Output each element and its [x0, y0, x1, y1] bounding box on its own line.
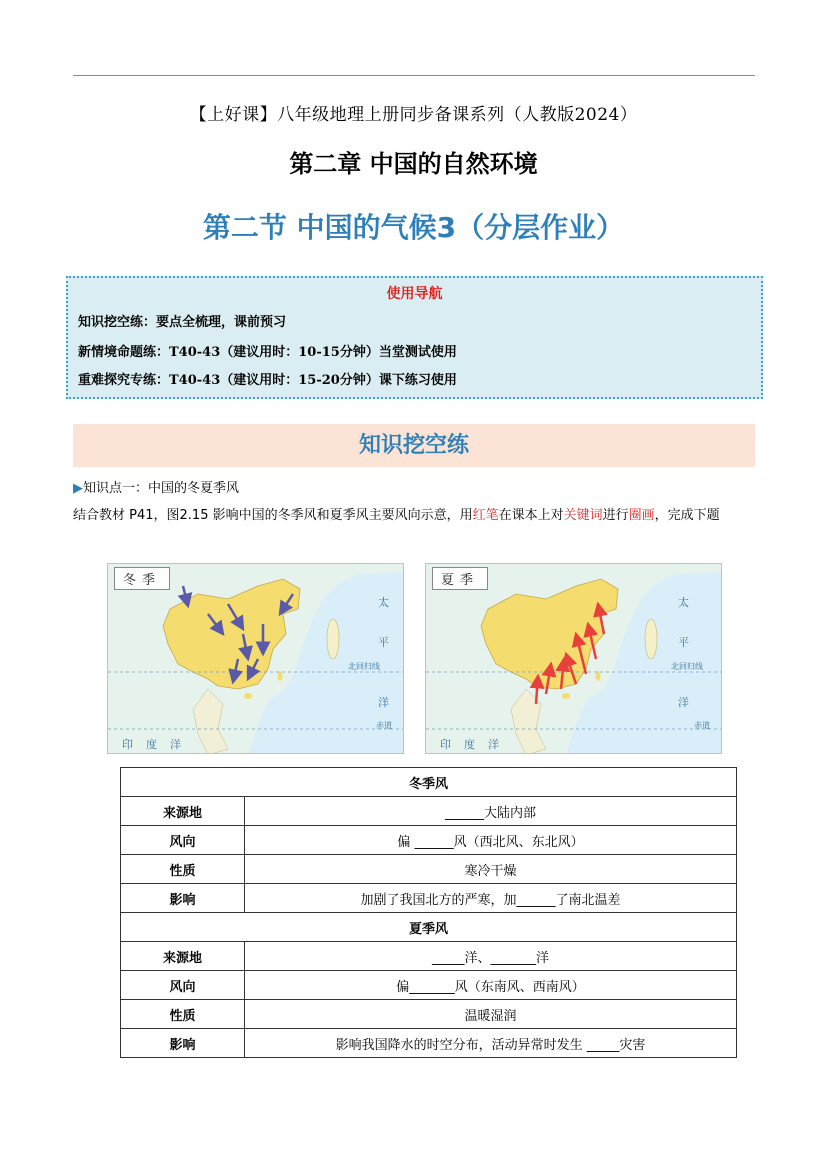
- instruction-paragraph: [73, 502, 757, 530]
- instruction-text: 在课本上对: [498, 508, 564, 523]
- ocean-label: 太: [678, 596, 689, 609]
- answer-blank[interactable]: ______: [444, 805, 484, 821]
- row-value: 偏 ______风（西北风、东北风）: [245, 826, 737, 855]
- header-rule: [73, 75, 755, 76]
- row-value: 加剧了我国北方的严寒，加______了南北温差: [245, 884, 737, 913]
- row-value: ______大陆内部: [245, 797, 737, 826]
- tropic-label: 北回归线: [671, 662, 703, 671]
- highlight-keywords: 关键词: [563, 508, 603, 523]
- equator-label: 赤道: [694, 721, 710, 730]
- answer-blank[interactable]: ______: [516, 892, 556, 908]
- table-row: [121, 855, 737, 884]
- ocean-label: 洋: [378, 696, 389, 709]
- ocean-label: 平: [678, 636, 689, 649]
- table-row: [121, 826, 737, 855]
- ocean-label: 印: [440, 738, 451, 751]
- answer-blank[interactable]: _____: [586, 1037, 620, 1053]
- row-value: 寒冷干燥: [245, 855, 737, 884]
- ocean-label: 太: [378, 596, 389, 609]
- highlight-circle: 圈画: [628, 508, 655, 523]
- row-value: 偏_______风（东南风、西南风）: [245, 971, 737, 1000]
- table-row: [121, 1029, 737, 1058]
- table-section-header: [121, 913, 737, 942]
- table-section-header: [121, 768, 737, 797]
- row-key: 性质: [121, 1000, 245, 1029]
- row-key: 来源地: [121, 797, 245, 826]
- ocean-label: 平: [378, 636, 389, 649]
- answer-blank[interactable]: _____: [431, 950, 465, 966]
- table-row: [121, 971, 737, 1000]
- section-title: 第二节 中国的气候3（分层作业）: [202, 211, 625, 244]
- usage-guide-line: 新情境命题练：T40-43（建议用时：10-15分钟）当堂测试使用: [78, 345, 457, 360]
- chapter-title: 第二章 中国的自然环境: [289, 150, 538, 178]
- section-banner: 知识挖空练: [73, 424, 755, 467]
- hainan-island: [562, 693, 570, 699]
- winter-monsoon-map: [107, 563, 404, 754]
- row-key: 影响: [121, 884, 245, 913]
- row-value: 影响我国降水的时空分布，活动异常时发生 _____灾害: [245, 1029, 737, 1058]
- hainan-island: [244, 693, 252, 699]
- row-key: 风向: [121, 971, 245, 1000]
- monsoon-table: [120, 767, 737, 1058]
- row-key: 影响: [121, 1029, 245, 1058]
- triangle-marker-icon: ▶: [73, 481, 83, 496]
- instruction-text: 进行: [602, 508, 629, 523]
- row-key: 性质: [121, 855, 245, 884]
- knowledge-point-heading: [73, 477, 239, 496]
- usage-guide-line: 重难探究专练：T40-43（建议用时：15-20分钟）课下练习使用: [78, 373, 457, 388]
- ocean-label: 洋: [170, 738, 181, 751]
- answer-blank[interactable]: ______: [414, 834, 454, 850]
- taiwan-island: [596, 671, 601, 681]
- equator-label: 赤道: [376, 721, 392, 730]
- instruction-text: 结合教材 P41，图2.15 影响中国的冬季风和夏季风主要风向示意，用: [73, 508, 473, 523]
- summer-map-graphic: [426, 564, 722, 754]
- instruction-text: ，完成下题: [654, 508, 720, 523]
- usage-guide-box: [66, 276, 763, 399]
- ocean-label: 度: [464, 738, 475, 751]
- winter-map-graphic: [108, 564, 404, 754]
- knowledge-point-text: 知识点一：中国的冬夏季风: [83, 481, 240, 496]
- table-row: [121, 797, 737, 826]
- table-row: [121, 1000, 737, 1029]
- japan-island: [645, 619, 657, 659]
- answer-blank[interactable]: _______: [409, 979, 455, 995]
- summer-label: 夏季: [432, 567, 488, 590]
- row-key: 风向: [121, 826, 245, 855]
- usage-guide-title: 使用导航: [386, 286, 443, 302]
- winter-heading: 冬季风: [121, 768, 737, 797]
- ocean-label: 度: [146, 738, 157, 751]
- row-key: 来源地: [121, 942, 245, 971]
- japan-island: [327, 619, 339, 659]
- row-value: 温暖湿润: [245, 1000, 737, 1029]
- ocean-label: 洋: [678, 696, 689, 709]
- taiwan-island: [278, 671, 283, 681]
- row-value: _____洋、_______洋: [245, 942, 737, 971]
- summer-heading: 夏季风: [121, 913, 737, 942]
- tropic-label: 北回归线: [348, 662, 380, 671]
- table-row: [121, 884, 737, 913]
- winter-label: 冬季: [114, 567, 170, 590]
- highlight-red-pen: 红笔: [472, 508, 499, 523]
- summer-monsoon-map: [425, 563, 722, 754]
- series-title: 【上好课】八年级地理上册同步备课系列（人教版2024）: [189, 105, 638, 125]
- ocean-label: 洋: [488, 738, 499, 751]
- ocean-label: 印: [122, 738, 133, 751]
- answer-blank[interactable]: _______: [490, 950, 536, 966]
- table-row: [121, 942, 737, 971]
- usage-guide-line: 知识挖空练：要点全梳理，课前预习: [78, 315, 287, 330]
